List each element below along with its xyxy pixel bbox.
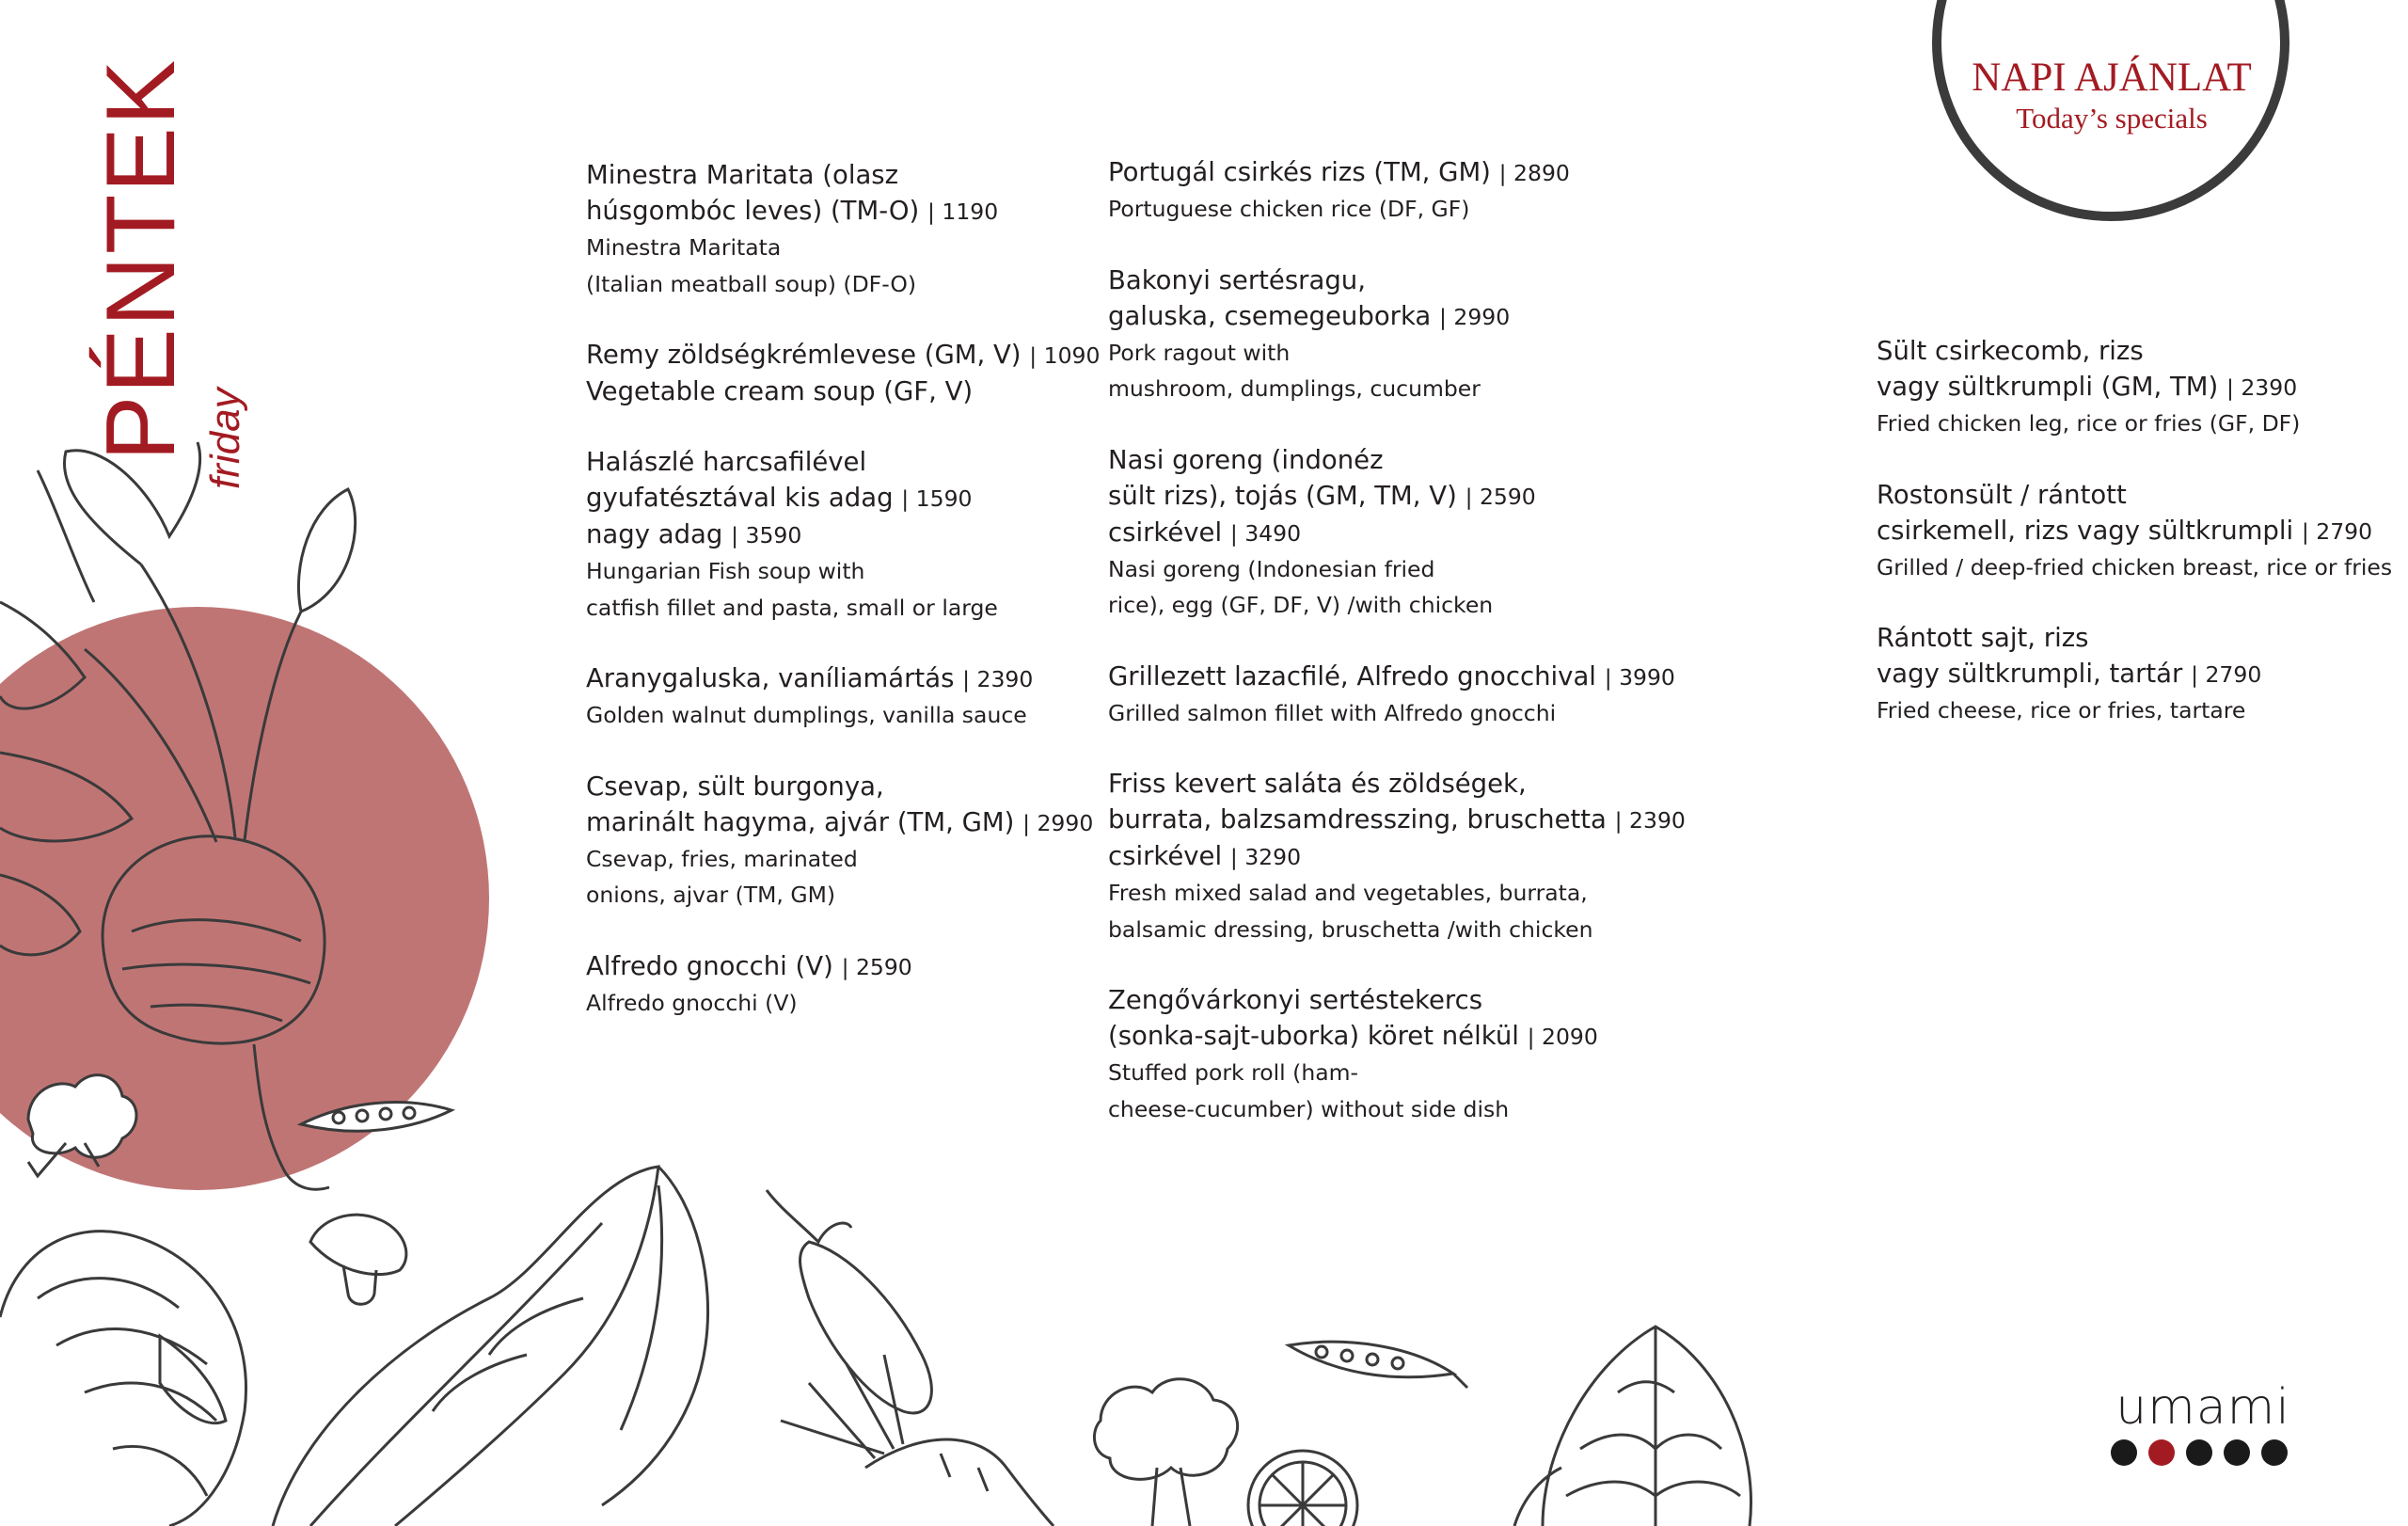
dish-name-line xyxy=(1108,262,1691,298)
dish-description-en xyxy=(586,553,1113,626)
dish-description-en xyxy=(1877,549,2403,586)
dish-description-en xyxy=(1108,695,1691,732)
dish-name-text: marinált hagyma, ajvár (TM, GM) xyxy=(586,806,1023,837)
dish-description-en xyxy=(1108,551,1691,624)
dish-description-en xyxy=(1877,405,2403,442)
dish-name-line xyxy=(1108,442,1691,478)
broccoli-drawing xyxy=(1094,1379,1237,1526)
dish-price: | 2990 xyxy=(1438,303,1511,330)
pea-pod-bottom-drawing xyxy=(1289,1342,1467,1388)
mushroom-drawing xyxy=(310,1215,406,1304)
dish-name-line xyxy=(1108,154,1691,191)
dish-description-line: cheese-cucumber) without side dish xyxy=(1108,1095,1510,1122)
specials-title: NAPI AJÁNLAT xyxy=(1972,56,2252,100)
dish-description-line: Golden walnut dumplings, vanilla sauce xyxy=(586,702,1027,728)
menu-item xyxy=(1108,442,1691,624)
menu-item xyxy=(1877,333,2403,442)
menu-column-3 xyxy=(1877,333,2403,764)
dish-description-en xyxy=(1108,1055,1691,1127)
dish-name-text: Csevap, sült burgonya, xyxy=(586,771,884,802)
dish-name-text: Grillezett lazacfilé, Alfredo gnocchival xyxy=(1108,660,1605,691)
dish-price: | 2990 xyxy=(1022,809,1094,836)
dish-name-hu xyxy=(1108,659,1691,695)
dish-name-line xyxy=(1108,478,1691,515)
dish-description-line: mushroom, dumplings, cucumber xyxy=(1108,375,1481,402)
dish-name-text: burrata, balzsamdresszing, bruschetta xyxy=(1108,804,1615,835)
dish-name-text: nagy adag xyxy=(586,519,732,549)
dish-description-line: Fried cheese, rice or fries, tartare xyxy=(1877,697,2246,723)
dish-description-line: Pork ragout with xyxy=(1108,339,1291,366)
dish-name-text: gyufatésztával kis adag xyxy=(586,483,902,513)
dish-name-hu xyxy=(1108,766,1691,875)
specials-badge-text xyxy=(1919,55,2305,135)
dish-description-line: balsamic dressing, bruschetta /with chicken xyxy=(1108,915,1593,943)
dish-description-line: Fresh mixed salad and vegetables, burrata, xyxy=(1108,880,1588,906)
dish-name-hu xyxy=(1108,262,1691,335)
menu-item xyxy=(1108,154,1691,228)
dish-name-hu xyxy=(586,337,1113,409)
day-subtitle: friday xyxy=(202,388,248,489)
dish-name-line xyxy=(586,660,1113,697)
dish-description-line: catfish fillet and pasta, small or large xyxy=(586,594,998,621)
dish-name-hu xyxy=(1877,620,2403,692)
dish-name-line xyxy=(586,444,1113,480)
menu-item xyxy=(586,948,1113,1022)
dish-description-en xyxy=(586,230,1113,302)
dish-price: | 3490 xyxy=(1229,519,1302,547)
dish-name-text: Alfredo gnocchi (V) xyxy=(586,950,842,981)
dish-name-text: csirkemell, rizs vagy sültkrumpli xyxy=(1877,515,2302,546)
dish-name-line xyxy=(586,337,1113,374)
dish-name-line xyxy=(586,480,1113,517)
dish-description-line: Stuffed pork roll (ham- xyxy=(1108,1059,1358,1086)
dish-name-line xyxy=(1108,802,1691,838)
dish-description-line: Minestra Maritata xyxy=(586,234,782,261)
dish-price: | 2890 xyxy=(1498,160,1570,186)
menu-column-2 xyxy=(1108,154,1691,1162)
dish-description-line: Grilled / deep-fried chicken breast, rice or fries xyxy=(1877,553,2393,580)
menu-item xyxy=(586,444,1113,626)
dish-price: | 3590 xyxy=(731,522,802,548)
logo-dot xyxy=(2224,1439,2250,1466)
menu-item xyxy=(586,337,1113,409)
dish-name-line xyxy=(1108,838,1691,875)
dish-name-line xyxy=(1108,766,1691,802)
dish-description-en xyxy=(586,841,1113,914)
dish-name-hu xyxy=(1108,154,1691,191)
dish-name-line xyxy=(1108,982,1691,1018)
dish-description-line: Alfredo gnocchi (V) xyxy=(586,989,798,1016)
dish-name-text: galuska, csemegeuborka xyxy=(1108,300,1439,331)
dish-name-line xyxy=(586,948,1113,985)
dish-name-line xyxy=(1108,659,1691,695)
dish-price: | 2590 xyxy=(841,953,912,980)
dish-price: | 3290 xyxy=(1229,844,1302,870)
logo-dot xyxy=(2261,1439,2288,1466)
dish-name-hu xyxy=(586,948,1113,985)
dish-price: | 1190 xyxy=(927,199,999,225)
day-title: PÉNTEK xyxy=(87,57,196,461)
logo-dot xyxy=(2186,1439,2212,1466)
dish-description-line: rice), egg (GF, DF, V) /with chicken xyxy=(1108,592,1494,618)
dish-name-text: Zengővárkonyi sertéstekercs xyxy=(1108,985,1483,1015)
dish-price: | 3990 xyxy=(1604,663,1675,691)
dish-name-text: csirkével xyxy=(1108,517,1230,548)
dish-description-line: Grilled salmon fillet with Alfredo gnocchi xyxy=(1108,699,1557,726)
menu-item xyxy=(586,660,1113,734)
dish-name-text: Bakonyi sertésragu, xyxy=(1108,264,1366,295)
dish-price: | 2390 xyxy=(962,666,1034,692)
menu-item xyxy=(1877,620,2403,729)
dish-name-hu xyxy=(1108,982,1691,1055)
dish-description-en xyxy=(1108,875,1691,947)
dish-name-line xyxy=(1877,656,2403,692)
dish-name-line xyxy=(586,157,1113,193)
dish-name-text: Sült csirkecomb, rizs xyxy=(1877,336,2144,366)
dish-price: | 2590 xyxy=(1465,483,1536,510)
dish-price: | 2390 xyxy=(1614,807,1686,834)
dish-name-text: vagy sültkrumpli (GM, TM) xyxy=(1877,372,2226,402)
dish-price: | 2390 xyxy=(2226,374,2298,401)
dish-name-line xyxy=(1877,620,2403,656)
dish-name-text: (sonka-sajt-uborka) köret nélkül xyxy=(1108,1021,1528,1051)
umami-logo xyxy=(2099,1381,2316,1466)
specials-subtitle: Today’s specials xyxy=(2016,102,2208,135)
menu-item xyxy=(1108,262,1691,407)
dish-name-line xyxy=(586,769,1113,804)
dish-name-text: húsgombóc leves) (TM-O) xyxy=(586,196,928,226)
dish-description-line: Nasi goreng (Indonesian fried xyxy=(1108,555,1435,582)
dish-name-text: Vegetable cream soup (GF, V) xyxy=(586,376,974,406)
dish-description-en xyxy=(586,985,1113,1022)
dish-name-hu xyxy=(1877,333,2403,405)
dish-description-en xyxy=(1877,692,2403,729)
dish-name-text: vagy sültkrumpli, tartár xyxy=(1877,659,2192,689)
dish-name-line xyxy=(1108,515,1691,551)
dish-price: | 2790 xyxy=(2301,517,2373,545)
dish-name-text: Remy zöldségkrémlevese (GM, V) xyxy=(586,340,1030,370)
logo-dot xyxy=(2148,1439,2175,1466)
menu-item xyxy=(1108,766,1691,947)
dish-description-en xyxy=(1108,191,1691,228)
logo-wordmark: umami xyxy=(2115,1379,2290,1436)
day-title-block xyxy=(87,57,249,489)
dish-name-line xyxy=(1877,333,2403,369)
dish-name-hu xyxy=(586,157,1113,230)
dish-name-line xyxy=(1108,298,1691,335)
dish-name-line xyxy=(1877,369,2403,405)
dish-name-line xyxy=(1877,513,2403,549)
dish-description-line: (Italian meatball soup) (DF-O) xyxy=(586,270,916,297)
dish-name-text: Rántott sajt, rizs xyxy=(1877,623,2089,653)
lemon-slice-drawing xyxy=(1248,1451,1357,1526)
menu-item xyxy=(1108,982,1691,1127)
dish-name-text: csirkével xyxy=(1108,841,1230,871)
menu-item xyxy=(586,769,1113,914)
dish-description-line: Fried chicken leg, rice or fries (GF, DF) xyxy=(1877,410,2301,437)
dish-name-text: Halászlé harcsafilével xyxy=(586,447,867,477)
logo-dots xyxy=(2099,1439,2316,1466)
dish-name-text: sült rizs), tojás (GM, TM, V) xyxy=(1108,480,1465,511)
dish-description-line: onions, ajvar (TM, GM) xyxy=(586,882,836,908)
dish-price: | 2790 xyxy=(2191,661,2262,688)
dish-name-line xyxy=(1877,477,2403,513)
artichoke-right-drawing xyxy=(1514,1327,1751,1526)
dish-name-line xyxy=(586,804,1113,841)
dish-description-line: Portuguese chicken rice (DF, GF) xyxy=(1108,196,1470,222)
dish-name-text: Nasi goreng (indonéz xyxy=(1108,444,1384,475)
menu-item xyxy=(1877,477,2403,586)
dish-description-line: Hungarian Fish soup with xyxy=(586,558,865,584)
menu-column-1 xyxy=(586,157,1113,1056)
dish-price: | 1090 xyxy=(1029,342,1101,369)
dish-name-hu xyxy=(586,769,1113,841)
dish-description-line: Csevap, fries, marinated xyxy=(586,845,858,872)
eggplant-drawing xyxy=(767,1190,931,1413)
menu-item xyxy=(586,157,1113,302)
dish-description-en xyxy=(586,697,1113,734)
dish-name-line xyxy=(586,517,1113,553)
dish-description-en xyxy=(1108,335,1691,407)
dish-price: | 1590 xyxy=(901,485,973,512)
dish-name-hu xyxy=(586,444,1113,553)
menu-item xyxy=(1108,659,1691,732)
dish-name-text: Portugál csirkés rizs (TM, GM) xyxy=(1108,157,1499,187)
dish-name-text: Aranygaluska, vaníliamártás xyxy=(586,663,963,693)
artichoke-left-drawing xyxy=(0,1232,246,1526)
dish-name-line xyxy=(586,374,1113,409)
dish-name-hu xyxy=(586,660,1113,697)
dish-name-hu xyxy=(1877,477,2403,549)
dish-name-hu xyxy=(1108,442,1691,551)
dish-name-text: Minestra Maritata (olasz xyxy=(586,160,899,190)
dish-name-line xyxy=(586,193,1113,230)
dish-name-text: Friss kevert saláta és zöldségek, xyxy=(1108,769,1527,799)
logo-dot xyxy=(2111,1439,2137,1466)
dish-price: | 2090 xyxy=(1527,1024,1598,1050)
dish-name-line xyxy=(1108,1018,1691,1055)
dish-name-text: Rostonsült / rántott xyxy=(1877,479,2127,510)
